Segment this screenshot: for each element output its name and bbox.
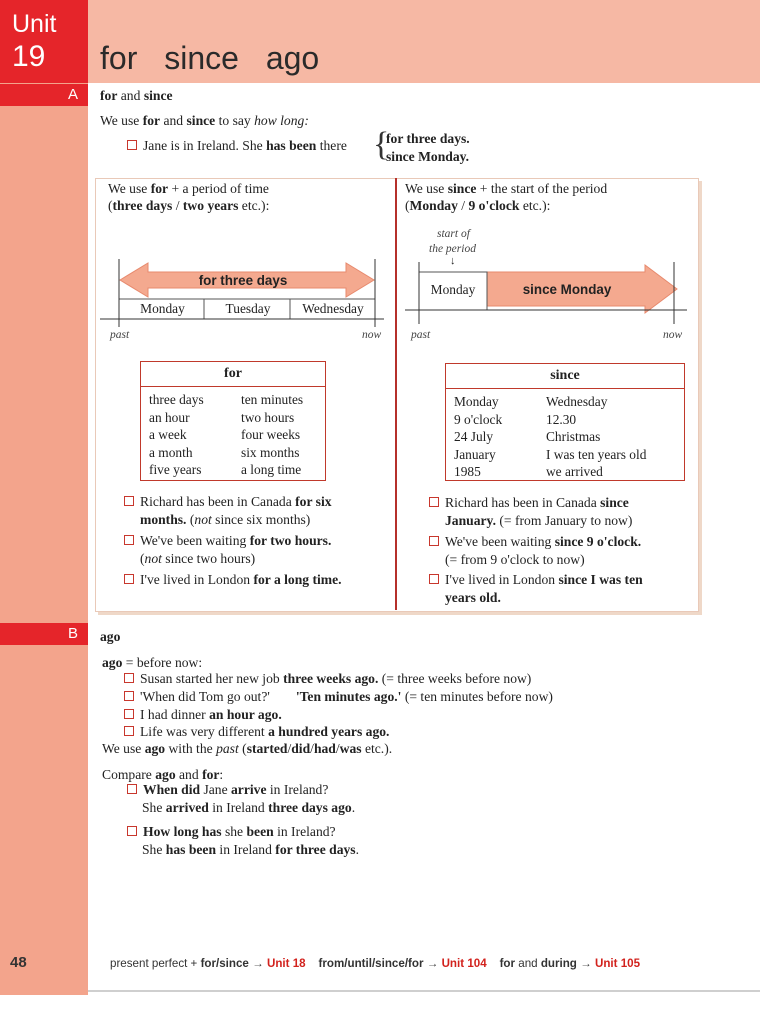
for-timeline-diagram bbox=[100, 255, 390, 335]
for-example-1-line2: months. (not since six months) bbox=[140, 512, 311, 527]
bullet-box-icon bbox=[127, 826, 137, 836]
bullet-box-icon bbox=[127, 784, 137, 794]
page-title: for since ago bbox=[100, 40, 320, 76]
for-table-col1: three days an hour a week a month five years bbox=[149, 392, 204, 477]
example-option-1: for three days. bbox=[386, 131, 470, 146]
curly-brace-icon: { bbox=[373, 126, 390, 163]
unit-number: 19 bbox=[12, 40, 46, 73]
unit-105-link[interactable]: Unit 105 bbox=[594, 957, 641, 970]
for-arrow-label: for three days bbox=[198, 273, 288, 288]
since-table-col2: Wednesday 12.30 Christmas I was ten years old we arrived bbox=[546, 394, 647, 479]
since-example-1-line2: January. (= from January to now) bbox=[445, 513, 633, 528]
panel-divider bbox=[395, 178, 397, 610]
start-of-period-label-2: the period bbox=[429, 243, 476, 255]
bullet-box-icon bbox=[127, 140, 137, 150]
since-table-heading: since bbox=[446, 364, 684, 389]
compare-heading: Compare ago and for: bbox=[102, 767, 224, 782]
section-b-heading: ago bbox=[100, 629, 121, 644]
since-example-2-line1: We've been waiting since 9 o'clock. bbox=[429, 533, 641, 550]
unit-badge bbox=[0, 0, 88, 83]
section-b-letter: B bbox=[67, 625, 78, 642]
since-table bbox=[445, 363, 685, 481]
for-table-heading: for bbox=[141, 362, 325, 387]
now-label: now bbox=[362, 329, 382, 341]
ago-example-4: Life was very different a hundred years ago. bbox=[124, 723, 389, 740]
start-of-period-label-1: start of bbox=[437, 228, 470, 240]
cross-references: present perfect + for/since → Unit 18 from/until/since/for → Unit 104 for and during → Unit 105 bbox=[110, 957, 641, 970]
monday-box-label: Monday bbox=[430, 282, 476, 297]
example-option-2: since Monday. bbox=[386, 149, 470, 164]
since-description-line1: We use since + the start of the period bbox=[405, 181, 608, 196]
bullet-box-icon bbox=[124, 726, 134, 736]
for-table bbox=[140, 361, 326, 481]
day-label: Monday bbox=[140, 301, 185, 316]
bullet-box-icon bbox=[124, 574, 134, 584]
now-label: now bbox=[663, 329, 683, 341]
ago-usage-note: We use ago with the past (started/did/had/was etc.). bbox=[102, 741, 393, 756]
ago-example-2: 'When did Tom go out?' 'Ten minutes ago.' (= ten minutes before now) bbox=[124, 688, 553, 705]
down-arrow-icon: ↓ bbox=[450, 255, 456, 267]
section-a-heading: for and since bbox=[100, 88, 173, 103]
for-example-1-line1: Richard has been in Canada for six bbox=[124, 493, 332, 510]
for-table-col2: ten minutes two hours four weeks six months a long time bbox=[241, 392, 304, 477]
bullet-box-icon bbox=[429, 574, 439, 584]
for-example-3: I've lived in London for a long time. bbox=[124, 571, 342, 588]
footer-rule bbox=[88, 990, 760, 992]
ago-example-3: I had dinner an hour ago. bbox=[124, 706, 282, 723]
left-margin-strip bbox=[0, 0, 88, 995]
since-example-3-line1: I've lived in London since I was ten bbox=[429, 571, 643, 588]
day-label: Tuesday bbox=[225, 301, 271, 316]
bullet-box-icon bbox=[124, 691, 134, 701]
bullet-box-icon bbox=[124, 535, 134, 545]
section-a-band bbox=[0, 84, 88, 106]
compare-question-2: How long has she been in Ireland? bbox=[127, 823, 336, 840]
for-description-line2: (three days / two years etc.): bbox=[108, 198, 270, 213]
bullet-box-icon bbox=[124, 709, 134, 719]
section-a-intro: We use for and since to say how long: bbox=[100, 113, 309, 128]
bullet-box-icon bbox=[124, 673, 134, 683]
since-table-col1: Monday 9 o'clock 24 July January 1985 bbox=[454, 394, 503, 479]
compare-answer-2: She has been in Ireland for three days. bbox=[142, 842, 359, 857]
bullet-box-icon bbox=[429, 497, 439, 507]
section-b-band bbox=[0, 623, 88, 645]
since-arrow-label: since Monday bbox=[522, 282, 612, 297]
ago-example-1: Susan started her new job three weeks ago. (= three weeks before now) bbox=[124, 670, 531, 687]
unit-104-link[interactable]: Unit 104 bbox=[441, 957, 487, 970]
for-example-2-line2: (not since two hours) bbox=[140, 551, 256, 566]
for-description-line1: We use for + a period of time bbox=[108, 181, 269, 196]
compare-answer-1: She arrived in Ireland three days ago. bbox=[142, 800, 356, 815]
compare-question-1: When did Jane arrive in Ireland? bbox=[127, 781, 328, 798]
past-label: past bbox=[411, 329, 431, 341]
since-description-line2: (Monday / 9 o'clock etc.): bbox=[405, 198, 551, 213]
unit-18-link[interactable]: Unit 18 bbox=[266, 957, 306, 970]
since-example-2-line2: (= from 9 o'clock to now) bbox=[445, 552, 585, 567]
ago-definition: ago = before now: bbox=[102, 655, 203, 670]
section-a-letter: A bbox=[67, 86, 78, 103]
bullet-box-icon bbox=[124, 496, 134, 506]
since-timeline-diagram bbox=[405, 262, 690, 337]
past-label: past bbox=[110, 329, 130, 341]
since-example-3-line2: years old. bbox=[445, 590, 501, 605]
day-label: Wednesday bbox=[302, 301, 364, 316]
section-a-example: Jane is in Ireland. She has been there bbox=[127, 137, 347, 154]
for-example-2-line1: We've been waiting for two hours. bbox=[124, 532, 331, 549]
bullet-box-icon bbox=[429, 536, 439, 546]
page-number: 48 bbox=[10, 954, 27, 971]
since-example-1-line1: Richard has been in Canada since bbox=[429, 494, 629, 511]
unit-label: Unit bbox=[12, 10, 57, 38]
